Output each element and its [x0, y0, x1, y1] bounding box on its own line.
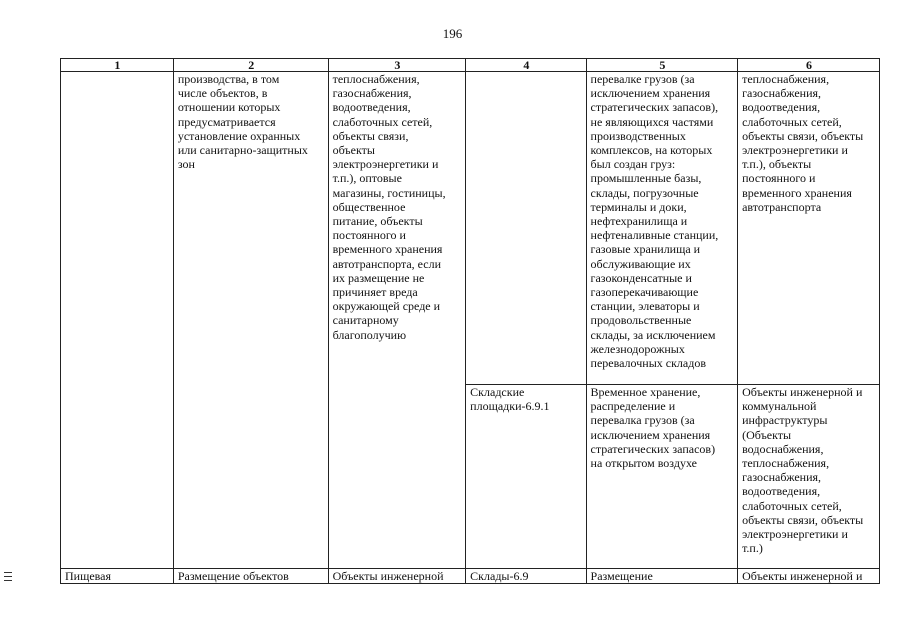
margin-mark — [4, 580, 12, 581]
table-cell: Складские площадки-6.9.1 — [466, 385, 586, 569]
column-header-1: 1 — [61, 59, 174, 72]
margin-mark — [4, 572, 12, 573]
page-number: 196 — [442, 26, 463, 41]
table-cell: Пищевая — [61, 569, 174, 584]
table-cell — [61, 72, 174, 569]
column-header-4: 4 — [466, 59, 586, 72]
column-header-6: 6 — [738, 59, 880, 72]
margin-mark — [4, 576, 12, 577]
table-cell: Объекты инженерной и — [738, 569, 880, 584]
table-cell: Объекты инженерной — [328, 569, 466, 584]
table-cell: теплоснабжения, газоснабжения, водоотведения, слаботочных сетей, объекты связи, объекты электроэнергетики и т.п.), оптовые магазины, гостиницы, общественное питание, объекты постоянного и временного хранения автотранспорта, если их размещение не причиняет вреда окружающей среде и санитарному благополучию — [328, 72, 466, 569]
table-cell: производства, в том числе объектов, в отношении которых предусматривается установление охранных или санитарно-защитных зон — [173, 72, 328, 569]
table-row — [61, 569, 880, 584]
table-cell: теплоснабжения, газоснабжения, водоотведения, слаботочных сетей, объекты связи, объекты электроэнергетики и т.п.), объекты постоянного и временного хранения автотранспорта — [738, 72, 880, 385]
table-cell: Объекты инженерной и коммунальной инфраструктуры (Объекты водоснабжения, теплоснабжения, газоснабжения, водоотведения, слаботочных сетей, объекты связи, объекты электроэнергетики и т.п.) — [738, 385, 880, 569]
column-header-2: 2 — [173, 59, 328, 72]
table-cell: перевалке грузов (за исключением хранения стратегических запасов), не являющихся частями производственных комплексов, на которых был создан груз: промышленные базы, склады, погрузочные терминалы и доки, нефтехранилища и нефтеналивные станции, газовые хранилища и обслуживающие их газоконденсатные и газоперекачивающие станции, элеваторы и продовольственные склады, за исключением железнодорожных перевалочных складов — [586, 72, 738, 385]
table-cell: Размещение объектов — [173, 569, 328, 584]
table-cell: Временное хранение, распределение и перевалка грузов (за исключением хранения стратегических запасов) на открытом воздухе — [586, 385, 738, 569]
table-cell — [466, 72, 586, 385]
column-header-5: 5 — [586, 59, 738, 72]
land-use-table — [60, 58, 880, 584]
column-header-3: 3 — [328, 59, 466, 72]
table-header-row — [61, 59, 880, 72]
table-cell: Склады-6.9 — [466, 569, 586, 584]
table-row — [61, 72, 880, 385]
table-cell: Размещение — [586, 569, 738, 584]
